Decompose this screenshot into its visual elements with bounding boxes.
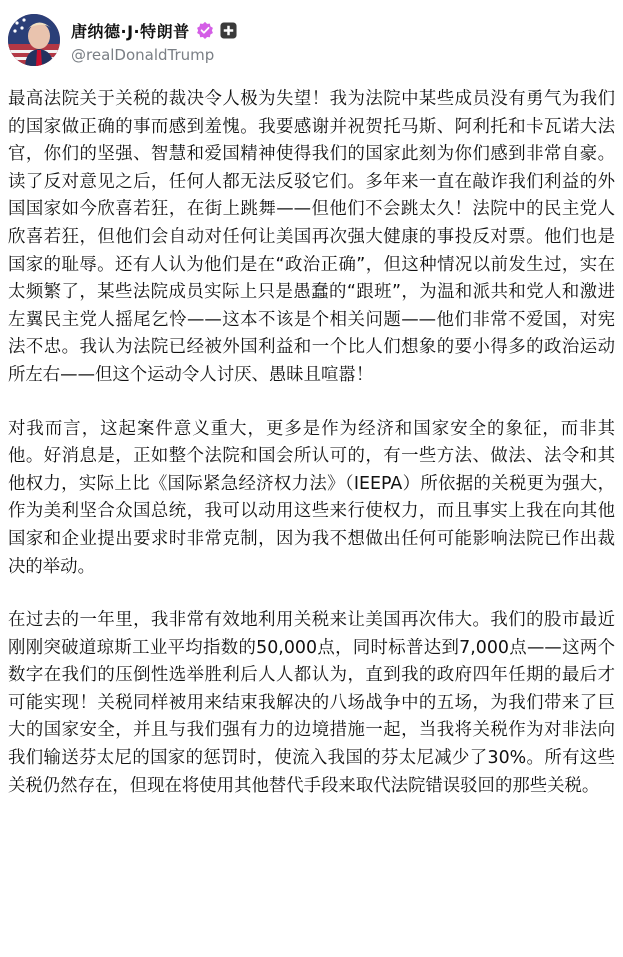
avatar[interactable]	[8, 14, 60, 66]
truth-social-badge-icon	[220, 22, 237, 39]
post-paragraph: 对我而言，这起案件意义重大，更多是作为经济和国家安全的象征，而非其他。好消息是，正如整个法院和国会所认可的，有一些方法、做法、法令和其他权力，实际上比《国际紧急经济权力法》（IEEPA）所依据的关税更为强大，作为美利坚合众国总统，我可以动用这些来行使权力，而且事实上我在向其他国家和企业提出要求时非常克制，因为我不想做出任何可能影响法院已作出裁决的举动。	[8, 418, 615, 577]
avatar-image	[8, 14, 60, 66]
post-paragraph: 在过去的一年里，我非常有效地利用关税来让美国再次伟大。我们的股市最近刚刚突破道琼斯工业平均指数的50,000点，同时标普达到7,000点——这两个数字在我们的压倒性选举胜利后人人都认为，直到我的政府四年任期的最后才可能实现！关税同样被用来结束我解决的八场战争中的五场，为我们带来了巨大的国家安全，并且与我们强有力的边境措施一起，当我将关税作为对非法向我们输送芬太尼的国家的惩罚时，使流入我国的芬太尼减少了30%。所有这些关税仍然存在，但现在将使用其他替代手段来取代法院错误驳回的那些关税。	[8, 610, 615, 796]
post-header	[8, 10, 615, 68]
post-body	[8, 86, 615, 800]
verified-badge-icon	[196, 21, 214, 39]
post-paragraph: 最高法院关于关税的裁决令人极为失望！我为法院中某些成员没有勇气为我们的国家做正确的事而感到羞愧。我要感谢并祝贺托马斯、阿利托和卡瓦诺大法官，你们的坚强、智慧和爱国精神使得我们的国家此刻为你们感到非常自豪。读了反对意见之后，任何人都无法反驳它们。多年来一直在敲诈我们利益的外国国家如今欣喜若狂，在街上跳舞——但他们不会跳太久！法院中的民主党人欣喜若狂，但他们会自动对任何让美国再次强大健康的事投反对票。他们也是国家的耻辱。还有人认为他们是在“政治正确”，但这种情况以前发生过，实在太频繁了，某些法院成员实际上只是愚蠢的“跟班”，为温和派共和党人和激进左翼民主党人摇尾乞怜——这本不该是个相关问题——他们非常不爱国，对宪法不忠。我认为法院已经被外国利益和一个比人们想象的要小得多的政治运动所左右——但这个运动令人讨厌、愚昧且喧嚣！	[8, 89, 615, 385]
author-display-name[interactable]: 唐纳德·J·特朗普	[71, 21, 190, 41]
author-name-row	[71, 18, 237, 42]
author-handle[interactable]: @realDonaldTrump	[71, 46, 215, 64]
